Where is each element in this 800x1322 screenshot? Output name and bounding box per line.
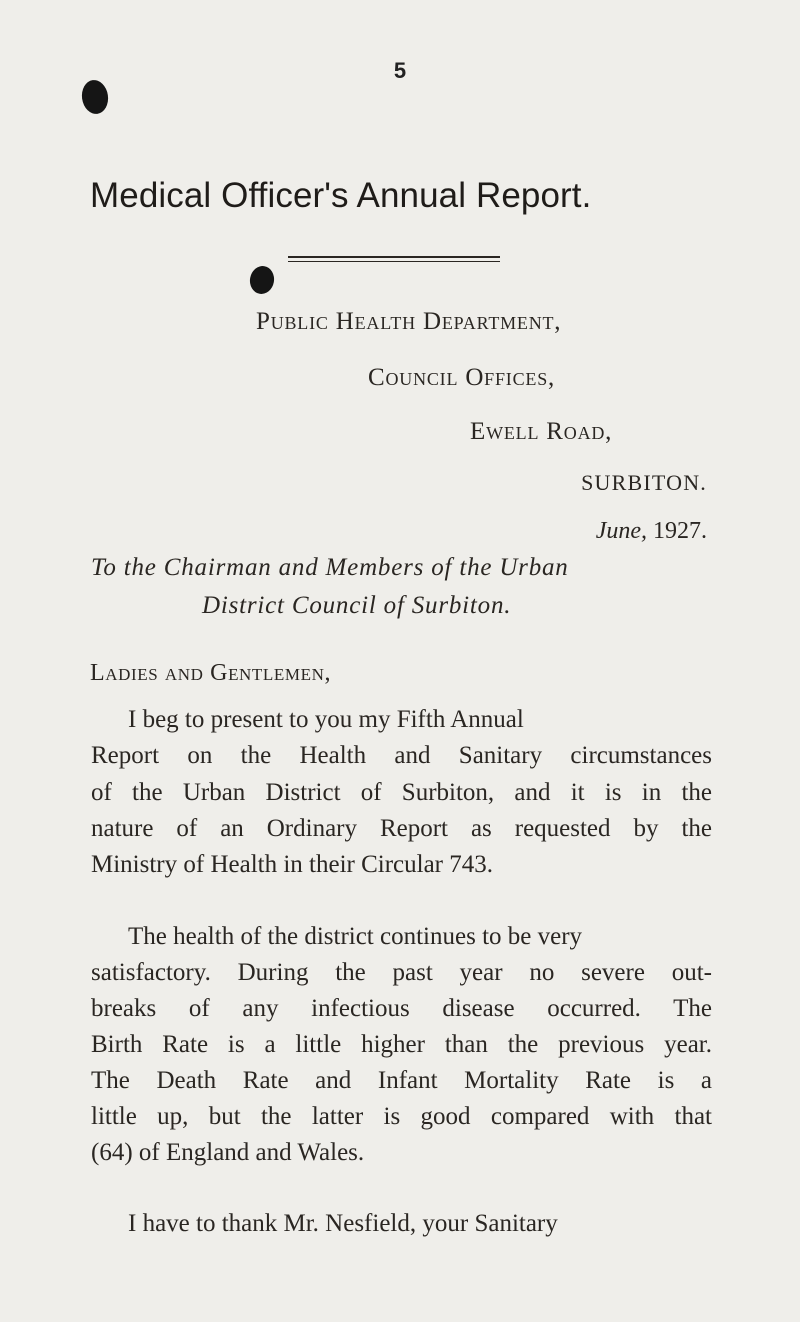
report-title: Medical Officer's Annual Report. [90,176,592,215]
paragraph-line: (64) of England and Wales. [91,1139,365,1166]
paragraph-line: Ministry of Health in their Circular 743. [91,851,494,878]
paragraph-line: nature of an Ordinary Report as requested by the [91,815,712,842]
addressee-line: To the Chairman and Members of the Urban [91,554,569,581]
paragraph-line: of the Urban District of Surbiton, and it is in the [91,779,712,806]
paragraph-line: The health of the district continues to be very [128,923,583,950]
punch-hole [248,264,276,296]
paragraph-line: breaks of any infectious disease occurred. The [91,995,712,1022]
address-department: Public Health Department, [256,308,562,335]
paragraph-line: The Death Rate and Infant Mortality Rate is a [91,1067,712,1094]
paragraph-line: Birth Rate is a little higher than the previous year. [91,1031,712,1058]
address-road: Ewell Road, [470,418,613,445]
page-number: 5 [393,58,407,83]
double-rule-divider [288,256,500,262]
paragraph-line: little up, but the latter is good compared with that [91,1103,712,1130]
date-year: 1927. [653,518,707,544]
paragraph-line: Report on the Health and Sanitary circumstances [91,742,712,769]
address-offices: Council Offices, [368,364,556,391]
date-month: June, [595,518,647,544]
paragraph-line: satisfactory. During the past year no severe out- [91,959,712,986]
address-town: SURBITON. [581,470,707,495]
paragraph-line: I beg to present to you my Fifth Annual [128,706,524,733]
letter-date [596,518,707,545]
salutation: Ladies and Gentlemen, [90,660,332,686]
addressee-line: District Council of Surbiton. [202,592,512,619]
paragraph-line: I have to thank Mr. Nesfield, your Sanitary [128,1210,558,1237]
